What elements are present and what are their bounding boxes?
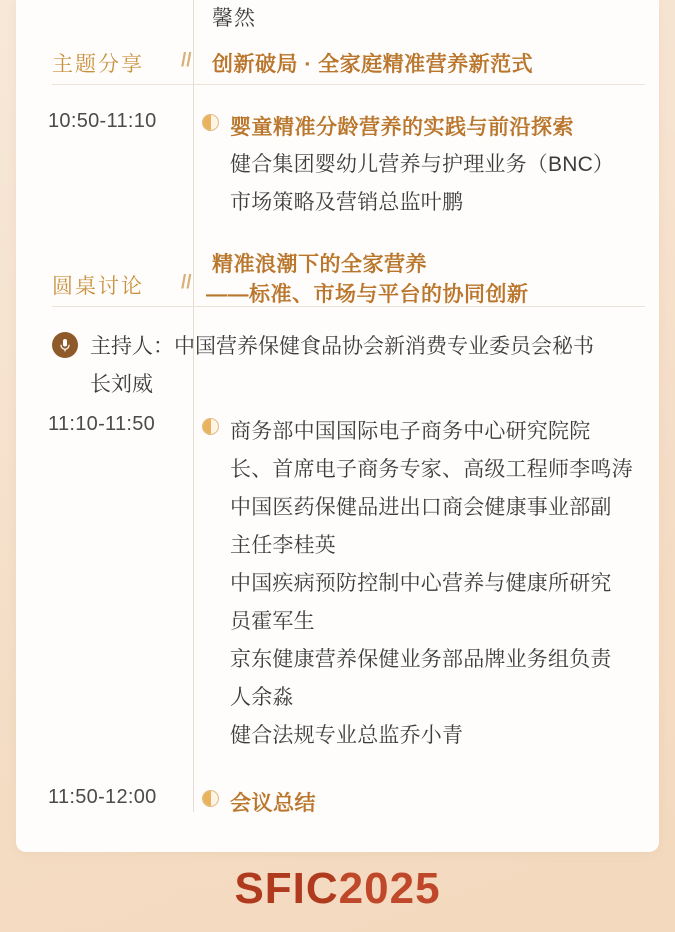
timeline-dot-icon <box>202 114 219 131</box>
section-rule <box>52 306 645 307</box>
agenda-card-inner <box>16 0 659 852</box>
section-header-topic-sharing <box>34 48 645 88</box>
entry-body <box>230 110 645 222</box>
entry-line: 健合法规专业总监乔小青 <box>230 724 464 747</box>
timeline-dot-icon <box>202 790 219 807</box>
section-label: 主题分享 <box>52 53 144 76</box>
entry-time: 10:50-11:10 <box>48 110 157 132</box>
section-separator: // <box>181 50 192 71</box>
entry-line: 市场策略及营销总监叶鹏 <box>230 191 464 214</box>
entry-title: 婴童精准分龄营养的实践与前沿探索 <box>230 116 574 139</box>
section-separator: // <box>181 272 192 293</box>
section-label: 圆桌讨论 <box>52 275 144 298</box>
entry-time: 11:10-11:50 <box>48 413 156 435</box>
entry-line: 人余淼 <box>230 686 294 709</box>
section-header-roundtable <box>34 248 645 310</box>
entry-line: 商务部中国国际电子商务中心研究院院 <box>230 420 591 443</box>
logo-primary-text: SFIC <box>234 864 339 913</box>
entry-body <box>230 786 645 822</box>
entry-line: 中国疾病预防控制中心营养与健康所研究 <box>230 572 612 595</box>
entry-time: 11:50-12:00 <box>48 786 157 808</box>
section-title-line1: 精准浪潮下的全家营养 <box>212 253 427 276</box>
entry-title: 会议总结 <box>230 792 316 815</box>
entry-line: 长、首席电子商务专家、高级工程师李鸣涛 <box>230 458 633 481</box>
host-line2: 长刘威 <box>90 373 153 396</box>
host-label: 主持人： <box>90 335 174 358</box>
entry-line: 中国医药保健品进出口商会健康事业部副 <box>230 496 612 519</box>
section-title-line2: ——标准、市场与平台的协同创新 <box>206 283 529 306</box>
entry-body <box>230 413 645 755</box>
section-rule <box>52 84 645 85</box>
timeline-dot-icon <box>202 418 219 435</box>
entry-line: 京东健康营养保健业务部品牌业务组负责 <box>230 648 612 671</box>
top-fragment-text: 馨然 <box>212 7 256 30</box>
microphone-icon <box>52 332 78 358</box>
footer <box>0 852 675 932</box>
entry-line: 健合集团婴幼儿营养与护理业务（BNC） <box>230 153 615 176</box>
entry-line: 员霍军生 <box>230 610 315 633</box>
timeline-divider <box>193 0 194 812</box>
agenda-card <box>16 0 659 852</box>
entry-line: 主任李桂英 <box>230 534 336 557</box>
logo-year-text: 2025 <box>338 864 441 913</box>
host-line1: 中国营养保健食品协会新消费专业委员会秘书 <box>174 335 594 358</box>
host-text <box>90 328 645 404</box>
event-logo <box>0 864 675 914</box>
section-title: 创新破局 · 全家庭精准营养新范式 <box>212 53 534 76</box>
